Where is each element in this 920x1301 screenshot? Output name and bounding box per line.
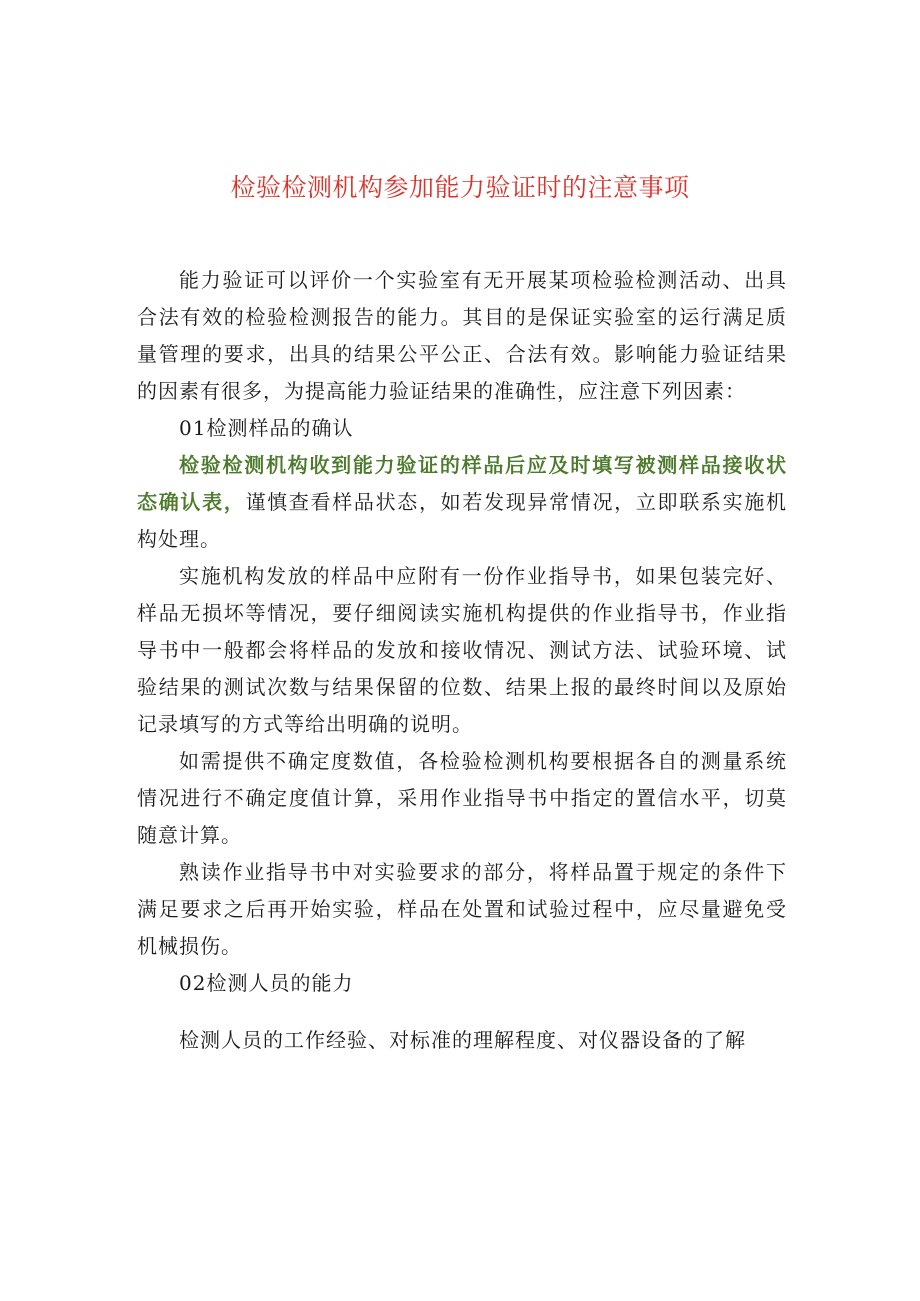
- section-2-paragraph-1: 检测人员的工作经验、对标准的理解程度、对仪器设备的了解: [179, 1028, 746, 1052]
- section-1-paragraph-3: 如需提供不确定度数值，各检验检测机构要根据各自的测量系统情况进行不确定度值计算，采用作业指导书中指定的置信水平，切莫随意计算。: [137, 749, 787, 847]
- highlighted-text: 检验检测机构收到能力验证的样品后应及时填写被测样品接收状态确认表，: [137, 453, 787, 514]
- section-1-paragraph-2: 实施机构发放的样品中应附有一份作业指导书，如果包装完好、样品无损坏等情况，要仔细阅读实施机构提供的作业指导书，作业指导书中一般都会将样品的发放和接收情况、测试方法、试验环境、试验结果的测试次数与结果保留的位数、结果上报的最终时间以及原始记录填写的方式等给出明确的说明。: [137, 564, 787, 736]
- document-body: [137, 262, 787, 1059]
- section-1-paragraph-1: [137, 447, 787, 558]
- intro-paragraph: 能力验证可以评价一个实验室有无开展某项检验检测活动、出具合法有效的检验检测报告的能力。其目的是保证实验室的运行满足质量管理的要求，出具的结果公平公正、合法有效。影响能力验证结果的因素有很多，为提高能力验证结果的准确性，应注意下列因素：: [137, 268, 787, 403]
- paragraph-text: 谨慎查看样品状态，如若发现异常情况，立即联系实施机构处理。: [137, 490, 788, 551]
- section-1-heading: 01检测样品的确认: [179, 416, 354, 440]
- section-1-paragraph-4: 熟读作业指导书中对实验要求的部分，将样品置于规定的条件下满足要求之后再开始实验，样品在处置和试验过程中，应尽量避免受机械损伤。: [137, 860, 787, 958]
- document-title: 检验检测机构参加能力验证时的注意事项: [230, 173, 690, 202]
- section-2-heading: 02检测人员的能力: [179, 971, 354, 995]
